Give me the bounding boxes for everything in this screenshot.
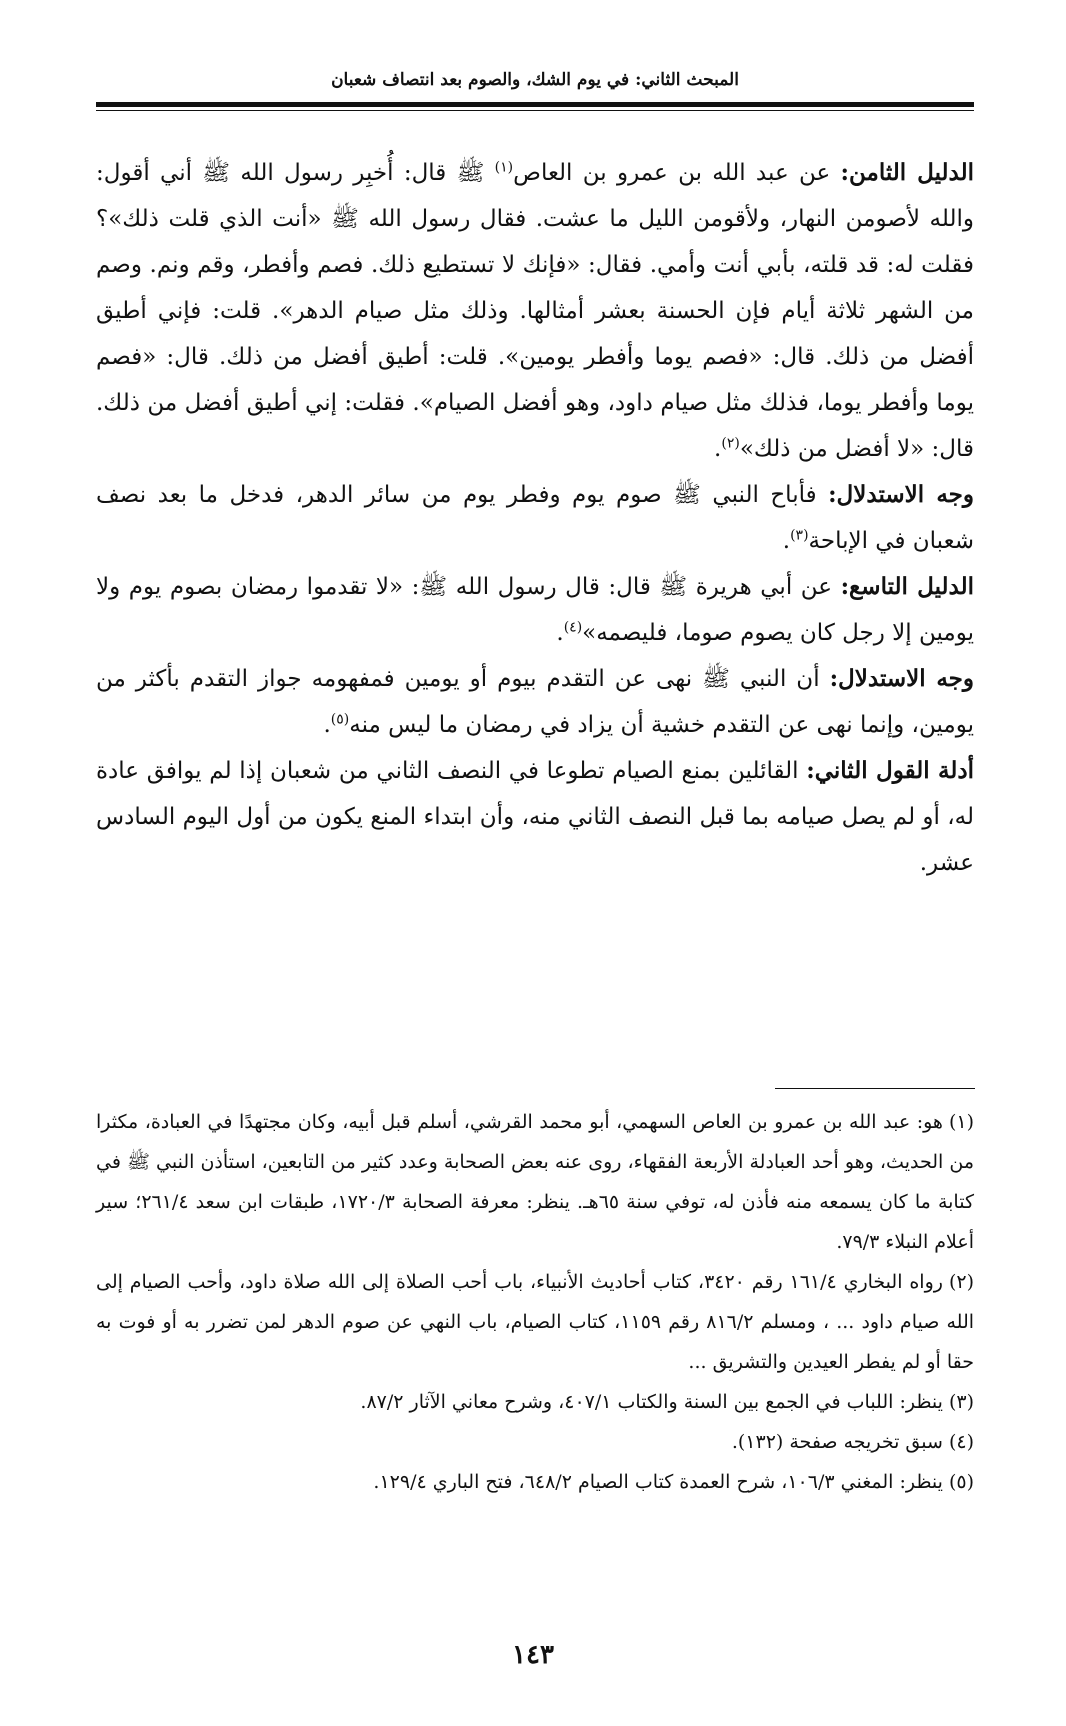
paragraph-text: فأباح النبي ﷺ صوم يوم وفطر يوم من سائر الدهر، فدخل ما بعد نصف شعبان في الإباحة — [96, 482, 974, 554]
paragraph-heading: الدليل التاسع: — [840, 573, 974, 600]
paragraph-second-opinion — [96, 748, 974, 886]
footnote-ref-3[interactable]: (٣) — [790, 527, 809, 544]
header-rule-thick — [96, 102, 974, 107]
footnote-text: هو: عبد الله بن عمرو بن العاص السهمي، أبو محمد القرشي، أسلم قبل أبيه، وكان مجتهدًا في العبادة، مكثرا من الحديث، وهو أحد العبادلة الأربعة الفقهاء، روى عنه بعض الصحابة وعدد كثير من التابعين، استأذن النبي ﷺ في كتابة ما كان يسمعه منه فأذن له، توفي سنة ٦٥هـ. ينظر: معرفة الصحابة ١٧٢٠/٣، طبقات ابن سعد ٢٦١/٤؛ سير أعلام النبلاء ٧٩/٣. — [96, 1111, 974, 1253]
footnote-4 — [96, 1422, 974, 1462]
paragraph-text: عن عبد الله بن عمرو بن العاص — [513, 160, 841, 186]
footnote-number: (٤) — [948, 1431, 974, 1453]
footnote-ref-1[interactable]: (١) — [494, 159, 514, 176]
paragraph-end: . — [556, 620, 564, 646]
footnote-text: رواه البخاري ١٦١/٤ رقم ٣٤٢٠، كتاب أحاديث الأنبياء، باب أحب الصلاة إلى الله صلاة داود، وأحب الصيام إلى الله صيام داود ... ، ومسلم ٨١٦/٢ رقم ١١٥٩، كتاب الصيام، باب النهي عن صوم الدهر لمن تضرر به أو فوت به حقا أو لم يفطر العيدين والتشريق ... — [96, 1271, 975, 1373]
footnote-separator — [775, 1088, 975, 1089]
paragraph-text: ﷺ قال: أُخبِر رسول الله ﷺ أني أقول: والله لأصومن النهار، ولأقومن الليل ما عشت. فقال رسول الله ﷺ «أنت الذي قلت ذلك»؟ فقلت له: قد قلته، بأبي أنت وأمي. فقال: «فإنك لا تستطيع ذلك. فصم وأفطر، وقم ونم. وصم من الشهر ثلاثة أيام فإن الحسنة بعشر أمثالها. وذلك مثل صيام الدهر». قلت: فإني أطيق أفضل من ذلك. قال: «فصم يوما وأفطر يومين». قلت: أطيق أفضل من ذلك. قال: «فصم يوما وأفطر يوما، فذلك مثل صيام داود، وهو أفضل الصيام». فقلت: إني أطيق أفضل من ذلك. قال: «لا أفضل من ذلك» — [96, 160, 974, 462]
paragraph-text: أن النبي ﷺ نهى عن التقدم بيوم أو يومين فمفهومه جواز التقدم بأكثر من يومين، وإنما نهى عن التقدم خشية أن يزاد في رمضان ما ليس منه — [96, 666, 974, 738]
running-title: المبحث الثاني: في يوم الشك، والصوم بعد انتصاف شعبان — [331, 70, 739, 90]
paragraph-end: . — [714, 436, 722, 462]
footnote-2 — [96, 1262, 974, 1382]
footnote-ref-5[interactable]: (٥) — [330, 711, 350, 728]
paragraph-end: . — [323, 712, 331, 738]
footnote-number: (٢) — [948, 1271, 974, 1293]
footnote-number: (٥) — [948, 1471, 974, 1493]
paragraph-end: . — [782, 528, 791, 554]
paragraph-evidence-eight — [96, 150, 974, 472]
paragraph-heading: أدلة القول الثاني: — [806, 757, 974, 784]
footnote-text: سبق تخريجه صفحة (١٣٢). — [731, 1431, 943, 1453]
footnote-text: ينظر: اللباب في الجمع بين السنة والكتاب ٤٠٧/١، وشرح معاني الآثار ٨٧/٢. — [360, 1391, 943, 1413]
paragraph-inference-two — [96, 656, 974, 748]
paragraph-evidence-nine — [96, 564, 974, 656]
footnote-ref-4[interactable]: (٤) — [563, 619, 583, 636]
page-number: ١٤٣ — [512, 1640, 554, 1670]
paragraph-text: عن أبي هريرة ﷺ قال: قال رسول الله ﷺ: «لا تقدموا رمضان بصوم يوم ولا يومين إلا رجل كان يصوم صوما، فليصمه» — [96, 574, 974, 646]
footnote-ref-2[interactable]: (٢) — [721, 435, 740, 452]
footnote-1 — [96, 1102, 974, 1262]
footnotes — [96, 1102, 974, 1502]
header-rule-thin — [96, 110, 974, 111]
main-text — [96, 150, 974, 886]
paragraph-heading: الدليل الثامن: — [840, 159, 974, 186]
footnote-5 — [96, 1462, 974, 1502]
paragraph-heading: وجه الاستدلال: — [829, 665, 974, 692]
paragraph-heading: وجه الاستدلال: — [828, 481, 974, 508]
footnote-number: (٣) — [948, 1391, 974, 1413]
footnote-text: ينظر: المغني ١٠٦/٣، شرح العمدة كتاب الصيام ٦٤٨/٢، فتح الباري ١٢٩/٤. — [373, 1471, 943, 1493]
paragraph-inference-one — [96, 472, 974, 564]
footnote-number: (١) — [948, 1111, 974, 1133]
paragraph-text: القائلين بمنع الصيام تطوعا في النصف الثاني من شعبان إذا لم يوافق عادة له، أو لم يصل صيامه بما قبل النصف الثاني منه، وأن ابتداء المنع يكون من أول اليوم السادس عشر. — [96, 758, 974, 876]
footnote-3 — [96, 1382, 974, 1422]
